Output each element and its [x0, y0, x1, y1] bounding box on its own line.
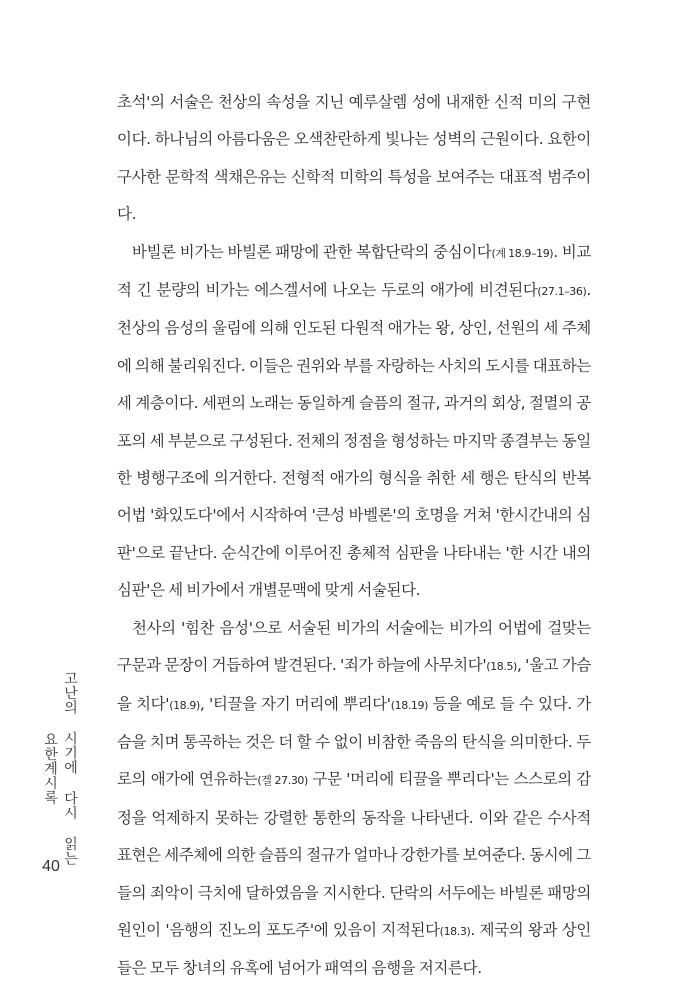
- text-run: , '티끌을 자기 머리에 뿌리다': [199, 694, 391, 713]
- page-number: 40: [42, 858, 60, 875]
- citation: (계 18.9–19): [491, 246, 554, 260]
- paragraph: [117, 610, 591, 988]
- body-text: [117, 84, 591, 988]
- citation: (18.9): [169, 698, 200, 712]
- citation: (18.3): [439, 924, 471, 938]
- text-run: 초석'의 서술은 천상의 속성을 지닌 예루살렘 성에 내재한 신적 미의 구현이다. 하나님의 아름다움은 오색찬란하게 빛나는 성벽의 근원이다. 요한이 구사한 문학적 색채은유는 신학적 미학의 특성을 보여주는 대표적 범주이다.: [117, 93, 591, 224]
- text-run: . 제국의 왕과 상인들은 모두 창녀의 유혹에 넘어가 패역의 음행을 저지른다.: [117, 920, 591, 978]
- paragraph: [117, 234, 591, 610]
- running-title-text: 고난의 시기에 다시 읽는 요한계시록: [42, 670, 78, 866]
- citation: (27.1–36): [537, 285, 587, 299]
- text-run: 천사의 '힘찬 음성'으로 서술된 비가의 서술에는 비가의 어법에 걸맞는 구문과 문장이 거듭하여 발견된다. '죄가 하늘에 사무치다': [117, 618, 591, 675]
- citation: (18.19): [390, 698, 429, 712]
- citation: (18.5): [486, 660, 517, 674]
- text-run: 바빌론 비가는 바빌론 패망에 관한 복합단락의 중심이다: [132, 242, 492, 261]
- text-run: , '울고 가슴을 치다': [117, 656, 591, 713]
- text-run: . 천상의 음성의 울림에 의해 인도된 다원적 애가는 왕, 상인, 선원의 세 주체에 의해 불리워진다. 이들은 권위와 부를 자랑하는 사치의 도시를 대표하는 세 계층이다. 세편의 노래는 동일하게 슬픔의 절규, 과거의 회상, 절멸의 공포의 세 부분으로 구성된다. 전체의 정점을 형성하는 마지막 종결부는 동일한 병행구조에 의거한다. 전형적 애가의 형식을 취한 세 행은 탄식의 반복어법 '화있도다'에서 시작하여 '큰성 바벨론'의 호명을 거쳐 '한시간내의 심판'으로 끝난다. 순식간에 이루어진 총체적 심판을 나타내는 '한 시간 내의 심판'은 세 비가에서 개별문맥에 맞게 서술된다.: [117, 281, 591, 600]
- citation: (겔 27.30): [257, 774, 308, 788]
- running-title: [40, 668, 78, 868]
- text-run: 등을 예로 들 수 있다. 가슴을 치며 통곡하는 것은 더 할 수 없이 비참한 죽음의 탄식을 의미한다. 두로의 애가에 연유하는: [117, 694, 591, 789]
- text-run: . 비교적 긴 분량의 비가는 에스겔서에 나오는 두로의 애가에 비견된다: [117, 242, 591, 300]
- paragraph: [117, 84, 591, 234]
- text-run: 구문 '머리에 티끌을 뿌리다'는 스스로의 감정을 억제하지 못하는 강렬한 통한의 동작을 나타낸다. 이와 같은 수사적 표현은 세주체에 의한 슬픔의 절규가 얼마나 강한가를 보여준다. 동시에 그들의 죄악이 극치에 달하였음을 지시한다. 단락의 서두에는 바빌론 패망의 원인이 '음행의 진노의 포도주'에 있음이 지적된다: [117, 770, 592, 939]
